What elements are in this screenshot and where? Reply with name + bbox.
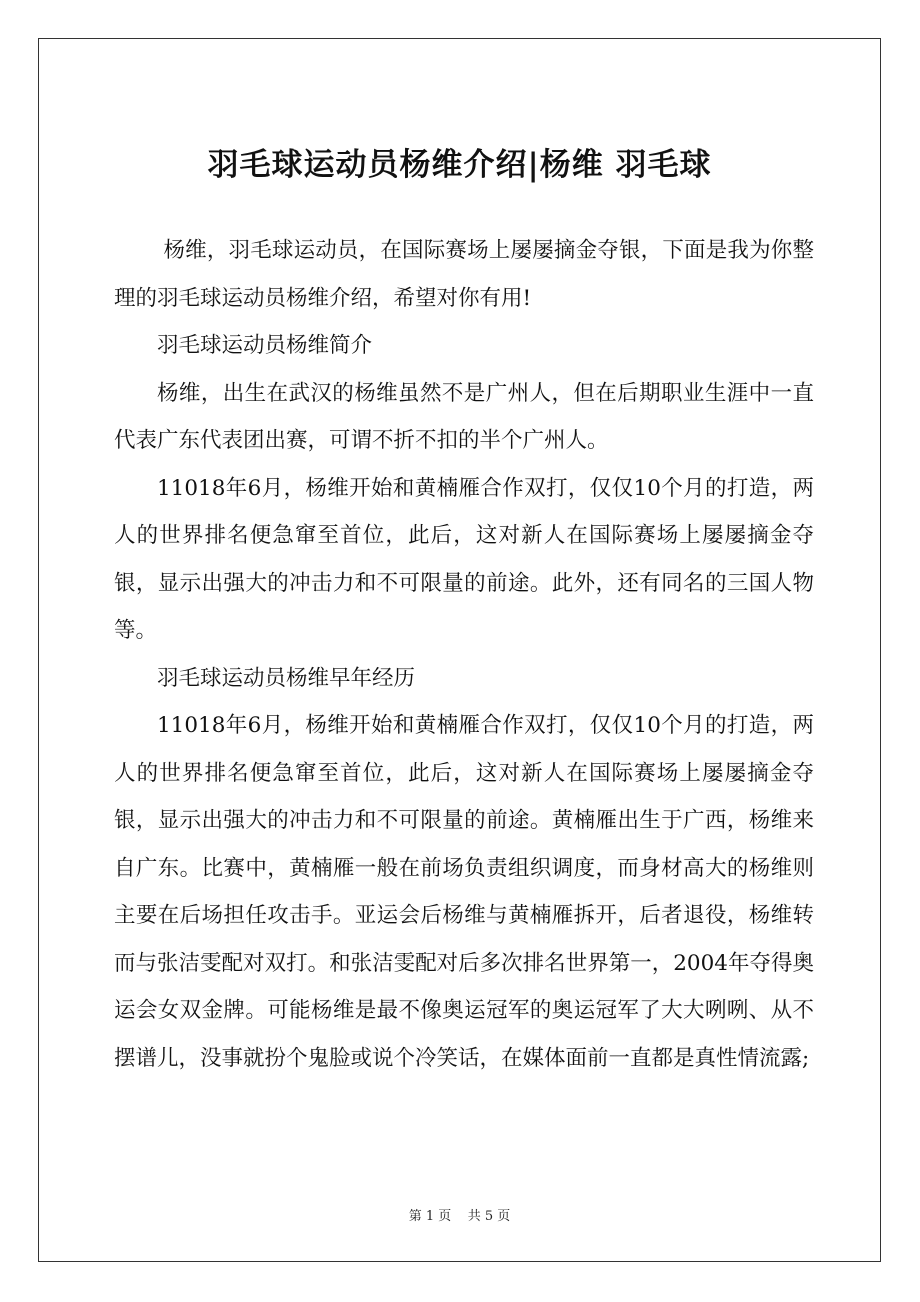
- partnership-paragraph: 11018年6月，杨维开始和黄楠雁合作双打，仅仅10个月的打造，两人的世界排名便急窜至首位，此后，这对新人在国际赛场上屡屡摘金夺银，显示出强大的冲击力和不可限量的前途。此外，还有同名的三国人物等。: [114, 475, 814, 643]
- profile-paragraph: 杨维，出生在武汉的杨维虽然不是广州人，但在后期职业生涯中一直代表广东代表团出赛，可谓不折不扣的半个广州人。: [114, 380, 814, 453]
- page-footer: [38, 1208, 881, 1226]
- page-number: 第 1 页: [408, 1209, 452, 1224]
- intro-paragraph: 杨维，羽毛球运动员，在国际赛场上屡屡摘金夺银，下面是我为你整理的羽毛球运动员杨维介绍，希望对你有用!: [114, 238, 814, 311]
- section-heading-profile: 羽毛球运动员杨维简介: [157, 333, 373, 358]
- early-career-paragraph: 11018年6月，杨维开始和黄楠雁合作双打，仅仅10个月的打造，两人的世界排名便急窜至首位，此后，这对新人在国际赛场上屡屡摘金夺银，显示出强大的冲击力和不可限量的前途。黄楠雁出生于广西，杨维来自广东。比赛中，黄楠雁一般在前场负责组织调度，而身材高大的杨维则主要在后场担任攻击手。亚运会后杨维与黄楠雁拆开，后者退役，杨维转而与张洁雯配对双打。和张洁雯配对后多次排名世界第一，2004年夺得奥运会女双金牌。可能杨维是最不像奥运冠军的奥运冠军了大大咧咧、从不摆谱儿，没事就扮个鬼脸或说个冷笑话，在媒体面前一直都是真性情流露;: [114, 713, 814, 1071]
- section-heading-early-career: 羽毛球运动员杨维早年经历: [157, 665, 416, 691]
- page-total: 共 5 页: [467, 1209, 511, 1224]
- document-body: [114, 227, 814, 1082]
- document-title: 羽毛球运动员杨维介绍|杨维 羽毛球: [207, 147, 712, 183]
